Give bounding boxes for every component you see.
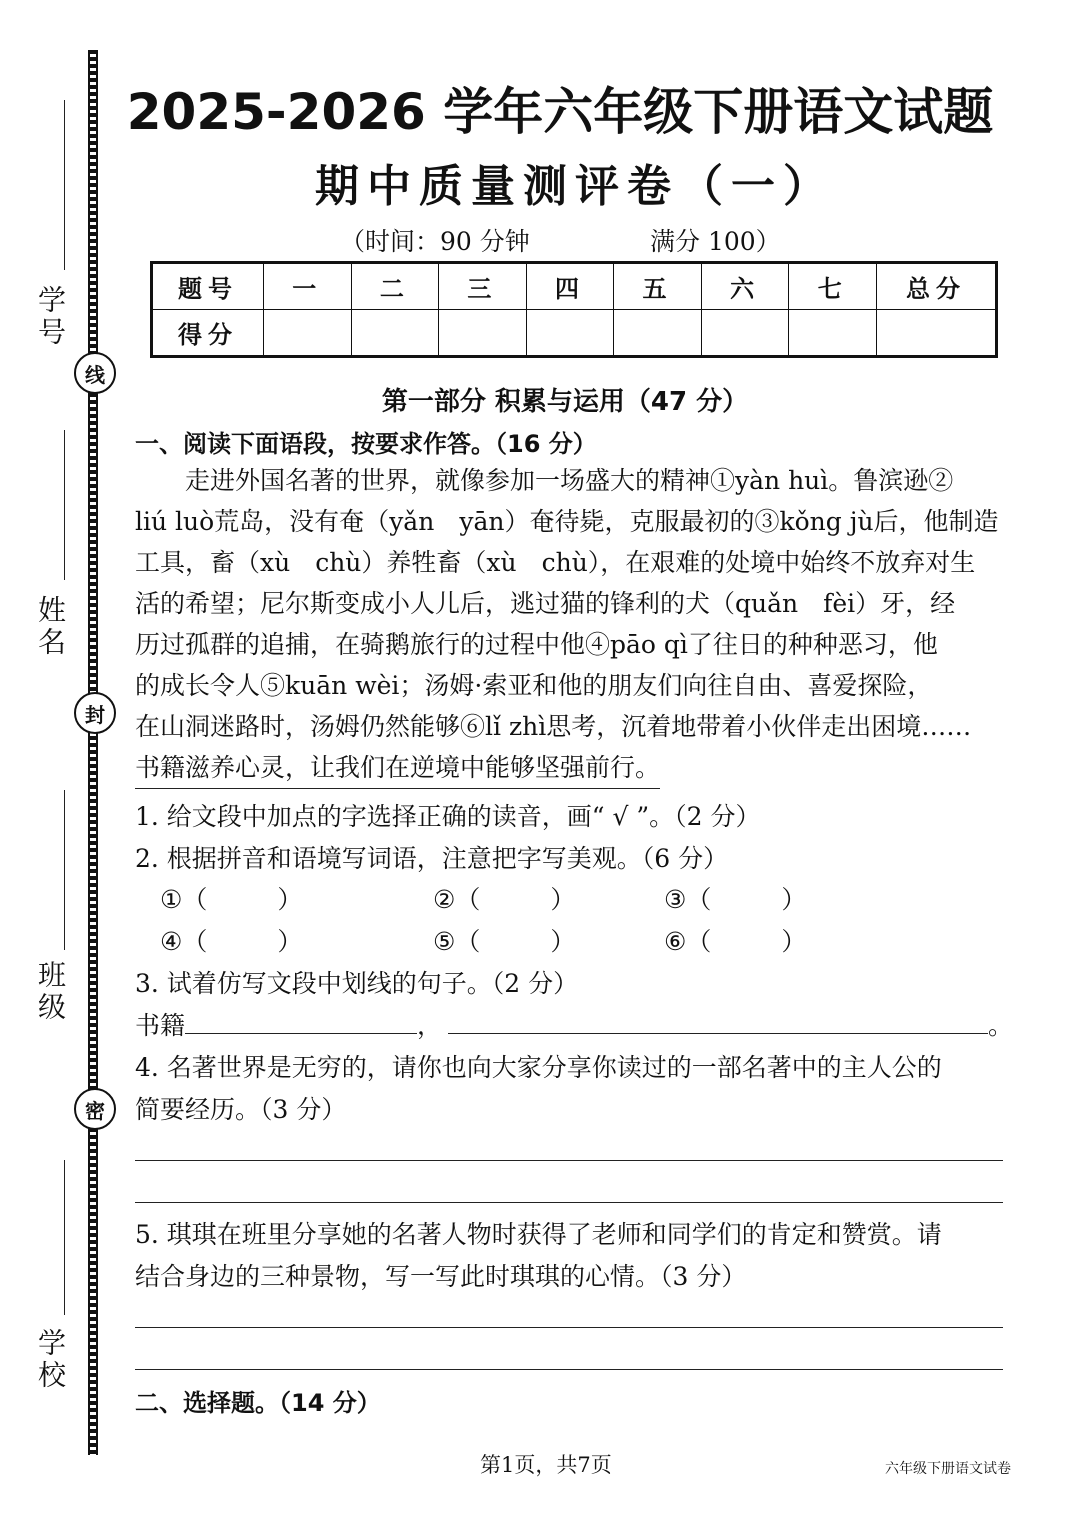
score-table-header-row <box>152 263 997 310</box>
seal-seal: 封 <box>74 692 116 734</box>
margin-line-school <box>64 1160 65 1315</box>
section1-title: 一、阅读下面语段，按要求作答。（16 分） <box>135 430 597 458</box>
seal-line: 线 <box>74 352 116 394</box>
score-input-cell[interactable] <box>526 310 614 357</box>
score-row-label: 得分 <box>152 310 264 357</box>
q3-blank-b[interactable] <box>448 1009 988 1034</box>
score-cell: 七 <box>789 263 877 310</box>
passage-line: 工具，畜（xù chù）养牲畜（xù chù），在艰难的处境中始终不放弃对生 <box>135 548 976 577</box>
blank-6[interactable]: ⑥（ ） <box>664 927 807 956</box>
page-title: 2025-2026 学年六年级下册语文试题 <box>126 83 994 141</box>
reading-passage <box>135 460 1005 789</box>
blank-1[interactable]: ①（ ） <box>160 885 303 914</box>
score-cell-label: 题号 <box>152 263 264 310</box>
score-input-cell[interactable] <box>614 310 702 357</box>
score-cell: 一 <box>264 263 352 310</box>
score-input-cell[interactable] <box>351 310 439 357</box>
score-cell: 四 <box>526 263 614 310</box>
margin-line-class <box>64 790 65 950</box>
q3-comma: ， <box>417 1011 443 1040</box>
passage-line: 活的希望；尼尔斯变成小人儿后，逃过猫的锋利的犬（quǎn fèi）牙，经 <box>135 589 956 618</box>
q5-answer-line-1[interactable] <box>135 1327 1003 1328</box>
q3-end: 。 <box>988 1011 1014 1040</box>
score-cell: 三 <box>439 263 527 310</box>
margin-label-school: 学校 <box>34 1328 67 1392</box>
margin-line-name <box>64 430 65 580</box>
q5-answer-line-2[interactable] <box>135 1369 1003 1370</box>
exam-time: （时间：90 分钟 <box>340 227 530 256</box>
question-1: 1. 给文段中加点的字选择正确的读音，画“ √ ”。（2 分） <box>135 802 761 831</box>
question-3-answer <box>135 1006 1013 1042</box>
blank-5[interactable]: ⑤（ ） <box>433 927 576 956</box>
page-subtitle: 期中质量测评卷（一） <box>315 161 835 212</box>
part1-title: 第一部分 积累与运用（47 分） <box>381 387 749 417</box>
section2-title: 二、选择题。（14 分） <box>135 1389 381 1417</box>
blank-2[interactable]: ②（ ） <box>433 885 576 914</box>
score-input-cell[interactable] <box>439 310 527 357</box>
blank-3[interactable]: ③（ ） <box>664 885 807 914</box>
seal-secret: 密 <box>74 1088 116 1130</box>
q3-blank-a[interactable] <box>185 1009 417 1034</box>
score-input-cell[interactable] <box>701 310 789 357</box>
score-cell: 五 <box>614 263 702 310</box>
question-4-line2: 简要经历。（3 分） <box>135 1095 347 1124</box>
binding-dotted-line <box>88 50 98 1455</box>
page-number: 第1页，共7页 <box>480 1453 612 1477</box>
margin-label-name: 姓名 <box>34 595 67 659</box>
score-cell: 二 <box>351 263 439 310</box>
exam-full-score: 满分 100） <box>650 227 781 256</box>
q4-answer-line-1[interactable] <box>135 1160 1003 1161</box>
underlined-sentence: 书籍滋养心灵，让我们在逆境中能够坚强前行。 <box>135 747 660 789</box>
question-3: 3. 试着仿写文段中划线的句子。（2 分） <box>135 969 579 998</box>
score-cell-total: 总分 <box>877 263 997 310</box>
passage-line: 在山洞迷路时，汤姆仍然能够⑥lǐ zhì思考，沉着地带着小伙伴走出困境…… <box>135 712 972 741</box>
margin-label-class: 班级 <box>34 960 67 1024</box>
score-input-cell[interactable] <box>789 310 877 357</box>
question-5-line1: 5. 琪琪在班里分享她的名著人物时获得了老师和同学们的肯定和赞赏。请 <box>135 1220 942 1249</box>
passage-line: 的成长令人⑤kuān wèi；汤姆·索亚和他的朋友们向往自由、喜爱探险， <box>135 671 933 700</box>
passage-line: 走进外国名著的世界，就像参加一场盛大的精神①yàn huì。鲁滨逊② <box>135 466 954 495</box>
margin-label-student-id: 学号 <box>34 285 67 349</box>
score-input-cell[interactable] <box>877 310 997 357</box>
score-table-score-row <box>152 310 997 357</box>
footer-doc-name: 六年级下册语文试卷 <box>885 1461 1011 1477</box>
question-5-line2: 结合身边的三种景物，写一写此时琪琪的心情。（3 分） <box>135 1262 747 1291</box>
passage-line: liú luò荒岛，没有奄（yǎn yān）奄待毙，克服最初的③kǒng jù后，他制造 <box>135 507 999 536</box>
q3-prefix: 书籍 <box>135 1011 186 1040</box>
question-2: 2. 根据拼音和语境写词语，注意把字写美观。（6 分） <box>135 844 729 873</box>
question-4-line1: 4. 名著世界是无穷的，请你也向大家分享你读过的一部名著中的主人公的 <box>135 1053 942 1082</box>
q4-answer-line-2[interactable] <box>135 1202 1003 1203</box>
blank-4[interactable]: ④（ ） <box>160 927 303 956</box>
passage-line: 历过孤群的追捕，在骑鹅旅行的过程中他④pāo qì了往日的种种恶习，他 <box>135 630 938 659</box>
score-table <box>150 261 998 358</box>
score-cell: 六 <box>701 263 789 310</box>
score-input-cell[interactable] <box>264 310 352 357</box>
